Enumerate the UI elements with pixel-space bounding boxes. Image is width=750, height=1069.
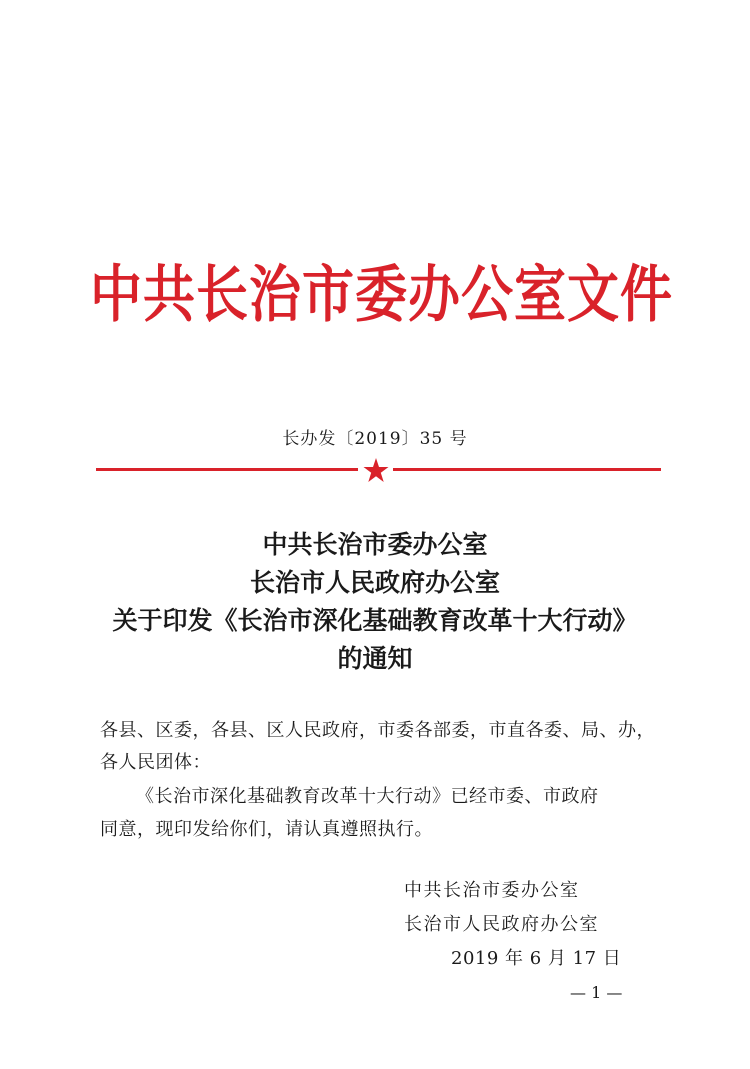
- signature-org-2: 长治市人民政府办公室: [404, 914, 599, 935]
- page-number: — 1 —: [570, 983, 623, 1002]
- red-rule-right: [393, 468, 661, 471]
- red-rule-left: [96, 468, 358, 471]
- recipients-line-2: 各人民团体：: [100, 752, 211, 773]
- masthead-title: 中共长治市委办公室文件: [90, 259, 674, 331]
- signature-org-1: 中共长治市委办公室: [404, 880, 580, 901]
- notice-title-line-1: 中共长治市委办公室: [262, 530, 488, 559]
- notice-title-line-2: 长治市人民政府办公室: [249, 568, 500, 597]
- red-star-icon: [363, 457, 389, 483]
- body-paragraph-line-1: 《长治市深化基础教育改革十大行动》已经市委、市政府: [136, 786, 599, 807]
- document-number: 长办发〔2019〕35 号: [282, 429, 468, 449]
- body-paragraph-line-2: 同意，现印发给你们，请认真遵照执行。: [100, 819, 433, 840]
- notice-title-line-4: 的通知: [337, 644, 413, 673]
- notice-title-line-3: 关于印发《长治市深化基础教育改革十大行动》: [112, 606, 638, 635]
- signature-date: 2019 年 6 月 17 日: [451, 948, 622, 969]
- recipients-line-1: 各县、区委，各县、区人民政府，市委各部委，市直各委、局、办，: [100, 720, 655, 741]
